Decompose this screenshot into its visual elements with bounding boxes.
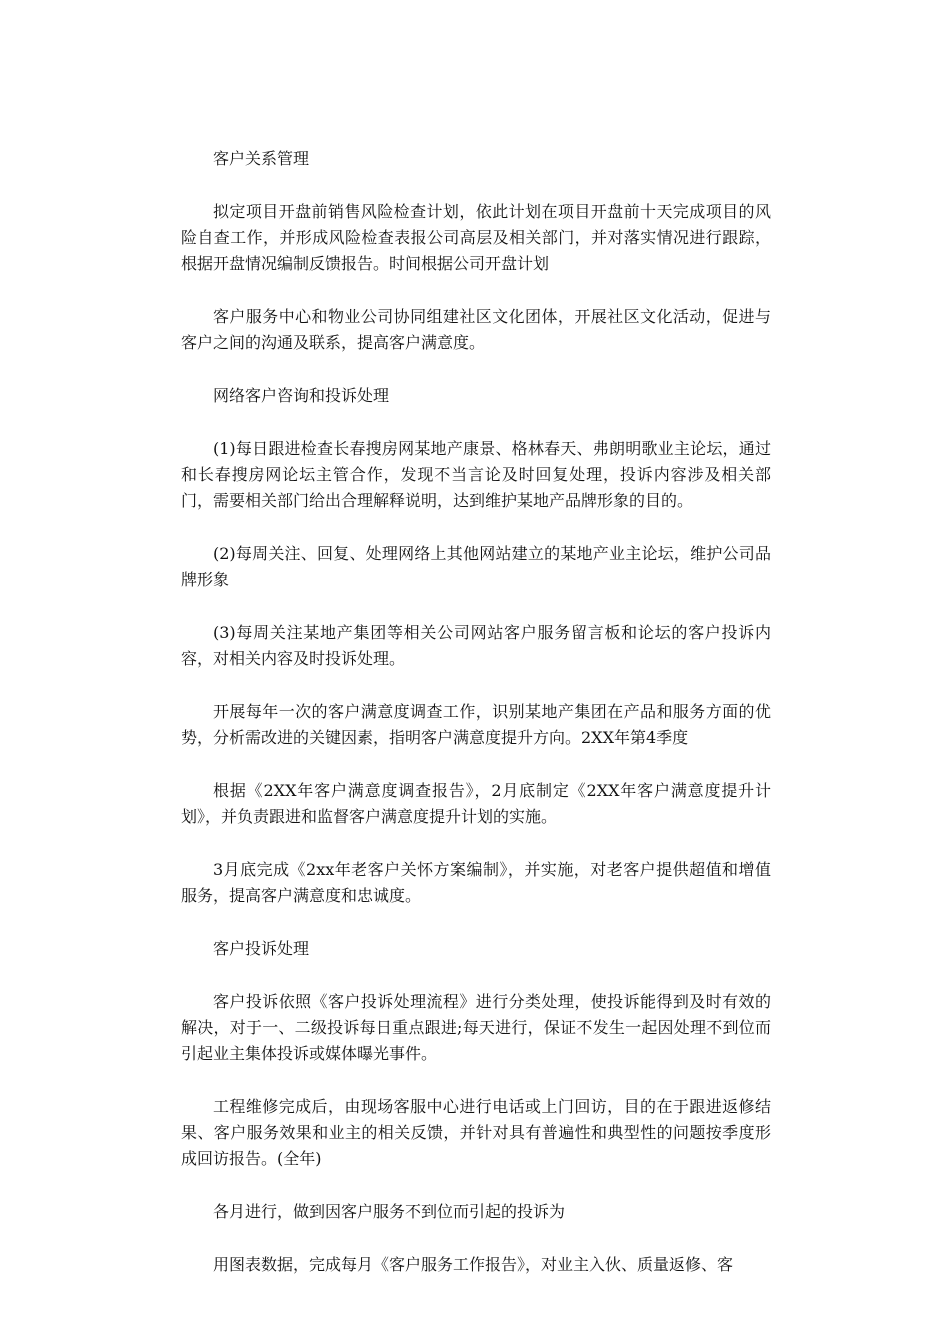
paragraph-old-customer-care: 3月底完成《2xx年老客户关怀方案编制》，并实施，对老客户提供超值和增值服务，提高客户满意度和忠诚度。 bbox=[181, 860, 771, 905]
section-heading-complaint-handling: 客户投诉处理 bbox=[213, 939, 310, 958]
paragraph-satisfaction-plan: 根据《2XX年客户满意度调查报告》，2月底制定《2XX年客户满意度提升计划》，并负责跟进和监督客户满意度提升计划的实施。 bbox=[181, 781, 771, 826]
paragraph-risk-check-plan: 拟定项目开盘前销售风险检查计划，依此计划在项目开盘前十天完成项目的风险自查工作，并形成风险检查表报公司高层及相关部门，并对落实情况进行跟踪，根据开盘情况编制反馈报告。时间根据公司开盘计划 bbox=[181, 202, 771, 273]
document-body bbox=[181, 146, 771, 1305]
paragraph-daily-forum-check: (1)每日跟进检查长春搜房网某地产康景、格林春天、弗朗明歌业主论坛，通过和长春搜房网论坛主管合作，发现不当言论及时回复处理，投诉内容涉及相关部门，需要相关部门给出合理解释说明，达到维护某地产品牌形象的目的。 bbox=[181, 439, 771, 510]
paragraph-repair-follow-up: 工程维修完成后，由现场客服中心进行电话或上门回访，目的在于跟进返修结果、客户服务效果和业主的相关反馈，并针对具有普遍性和典型性的问题按季度形成回访报告。(全年) bbox=[181, 1097, 771, 1168]
paragraph-community-culture: 客户服务中心和物业公司协同组建社区文化团体，开展社区文化活动，促进与客户之间的沟通及联系，提高客户满意度。 bbox=[181, 307, 771, 352]
paragraph-satisfaction-survey: 开展每年一次的客户满意度调查工作，识别某地产集团在产品和服务方面的优势，分析需改进的关键因素，指明客户满意度提升方向。2XX年第4季度 bbox=[181, 702, 771, 747]
paragraph-monthly-complaints: 各月进行，做到因客户服务不到位而引起的投诉为 bbox=[213, 1202, 566, 1221]
paragraph-weekly-message-board: (3)每周关注某地产集团等相关公司网站客户服务留言板和论坛的客户投诉内容，对相关内容及时投诉处理。 bbox=[181, 623, 771, 668]
section-heading-online-complaints: 网络客户咨询和投诉处理 bbox=[213, 386, 390, 405]
section-heading-customer-relations: 客户关系管理 bbox=[213, 149, 310, 168]
paragraph-weekly-forum-reply: (2)每周关注、回复、处理网络上其他网站建立的某地产业主论坛，维护公司品牌形象 bbox=[181, 544, 771, 589]
paragraph-complaint-process: 客户投诉依照《客户投诉处理流程》进行分类处理，使投诉能得到及时有效的解决，对于一、二级投诉每日重点跟进;每天进行，保证不发生一起因处理不到位而引起业主集体投诉或媒体曝光事件。 bbox=[181, 992, 771, 1063]
paragraph-monthly-report: 用图表数据，完成每月《客户服务工作报告》，对业主入伙、质量返修、客 bbox=[213, 1255, 734, 1274]
